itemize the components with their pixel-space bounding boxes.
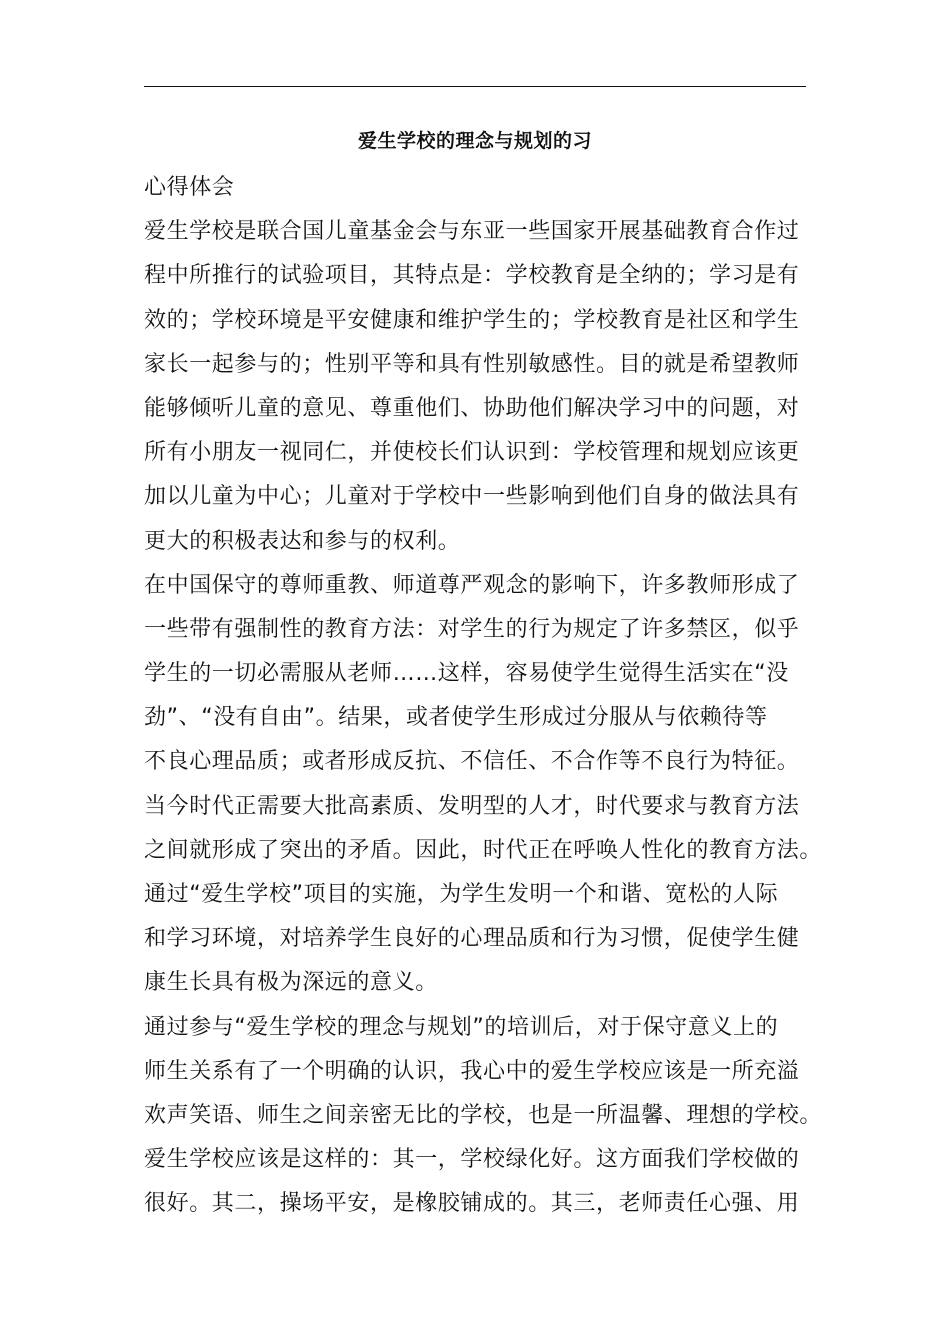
- text-line: 劲”、“没有自由”。结果，或者使学生形成过分服从与依赖待等: [144, 705, 768, 731]
- text-line: 康生长具有极为深远的意义。: [144, 970, 438, 996]
- text-line: 之间就形成了突出的矛盾。因此，时代正在呼唤人性化的教育方法。: [144, 837, 823, 863]
- text-line: 在中国保守的尊师重教、师道尊严观念的影响下，许多教师形成了: [144, 572, 800, 598]
- text-line: 能够倾听儿童的意见、尊重他们、协助他们解决学习中的问题，对: [144, 395, 800, 421]
- text-line: 所有小朋友一视同仁，并使校长们认识到：学校管理和规划应该更: [144, 440, 800, 466]
- text-line: 爱生学校是联合国儿童基金会与东亚一些国家开展基础教育合作过: [144, 219, 800, 245]
- text-line: 程中所推行的试验项目，其特点是：学校教育是全纳的；学习是有: [144, 263, 800, 289]
- text-line: 效的；学校环境是平安健康和维护学生的；学校教育是社区和学生: [144, 307, 800, 333]
- text-line: 和学习环境，对培养学生良好的心理品质和行为习惯，促使学生健: [144, 926, 800, 952]
- text-line: 欢声笑语、师生之间亲密无比的学校，也是一所温馨、理想的学校。: [144, 1102, 823, 1128]
- header-rule: [144, 86, 806, 87]
- text-line: 不良心理品质；或者形成反抗、不信任、不合作等不良行为特征。: [144, 749, 800, 775]
- text-line: 一些带有强制性的教育方法：对学生的行为规定了许多禁区，似乎: [144, 616, 800, 642]
- text-line: 当今时代正需要大批高素质、发明型的人才，时代要求与教育方法: [144, 793, 800, 819]
- text-line: 加以儿童为中心；儿童对于学校中一些影响到他们自身的做法具有: [144, 484, 800, 510]
- text-line: 很好。其二，操场平安，是橡胶铺成的。其三，老师责任心强、用: [144, 1191, 800, 1217]
- text-line: 学生的一切必需服从老师……这样，容易使学生觉得生活实在“没: [144, 661, 789, 687]
- document-title: 爱生学校的理念与规划的习: [357, 130, 592, 152]
- text-line: 师生关系有了一个明确的认识，我心中的爱生学校应该是一所充溢: [144, 1058, 800, 1084]
- text-line: 家长一起参与的；性别平等和具有性别敏感性。目的就是希望教师: [144, 351, 800, 377]
- text-line: 通过参与“爱生学校的理念与规划”的培训后，对于保守意义上的: [144, 1014, 779, 1040]
- text-line: 爱生学校应该是这样的：其一，学校绿化好。这方面我们学校做的: [144, 1147, 800, 1173]
- text-line: 通过“爱生学校”项目的实施，为学生发明一个和谐、宽松的人际: [144, 882, 779, 907]
- text-line: 心得体会: [144, 175, 235, 200]
- document-body: [144, 166, 824, 1227]
- text-line: 更大的积极表达和参与的权利。: [144, 528, 461, 554]
